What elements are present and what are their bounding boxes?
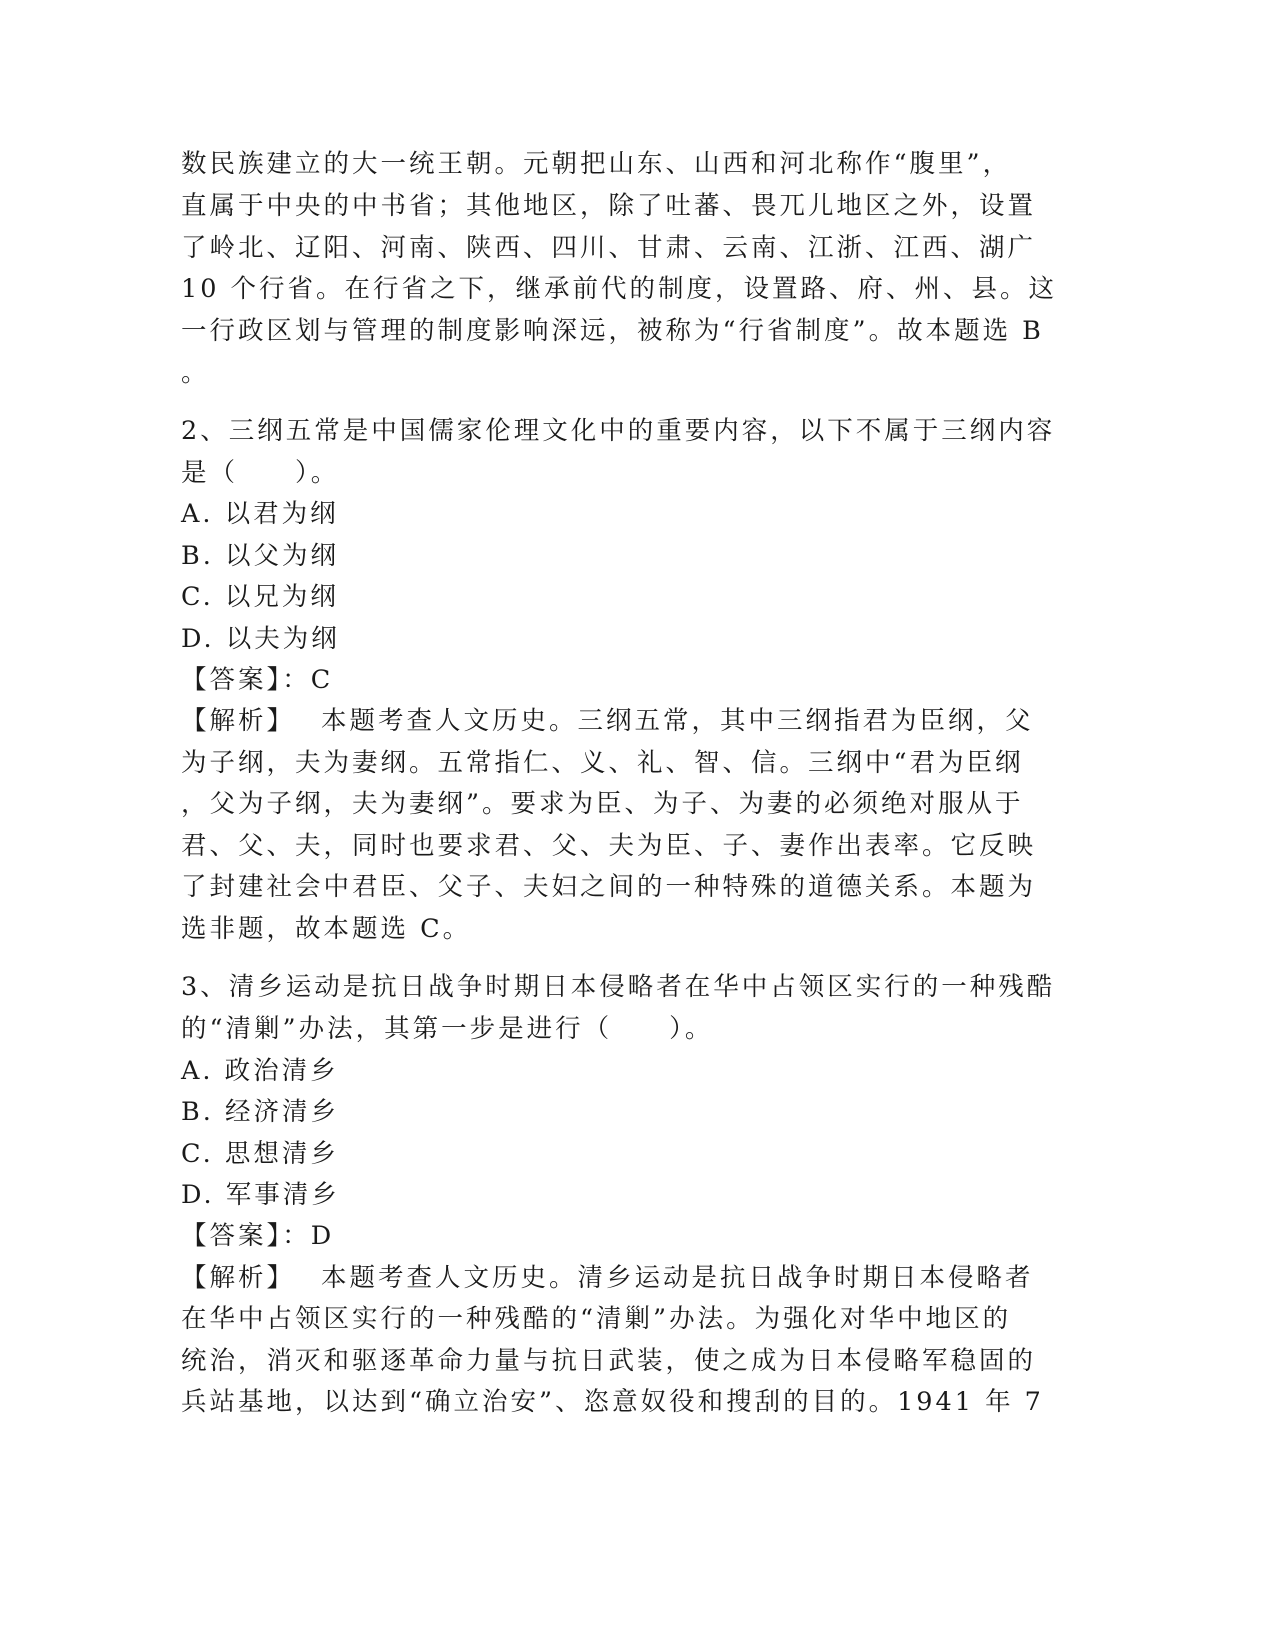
paragraph-line: 一行政区划与管理的制度影响深远，被称为“行省制度”。故本题选 B bbox=[181, 316, 1044, 346]
question-2-answer: 【答案】：C bbox=[181, 665, 334, 695]
question-2-analysis bbox=[181, 700, 1034, 742]
paragraph-line: 数民族建立的大一统王朝。元朝把山东、山西和河北称作“腹里”， bbox=[181, 149, 1012, 179]
question-3-stem: 的“清剿”办法，其第一步是进行（ ）。 bbox=[181, 1014, 714, 1044]
question-2-option-b: B. 以父为纲 bbox=[181, 541, 339, 571]
question-3-analysis bbox=[181, 1257, 1034, 1299]
question-3-stem: 3、清乡运动是抗日战争时期日本侵略者在华中占领区实行的一种残酷 bbox=[181, 972, 1056, 1002]
paragraph-line: 10 个行省。在行省之下，继承前代的制度，设置路、府、州、县。这 bbox=[181, 274, 1058, 304]
analysis-label: 【解析】 bbox=[181, 706, 296, 736]
analysis-label: 【解析】 bbox=[181, 1263, 296, 1293]
paragraph-line: 。 bbox=[181, 358, 210, 388]
paragraph-line: 直属于中央的中书省；其他地区，除了吐蕃、畏兀儿地区之外，设置 bbox=[181, 191, 1037, 221]
question-2-option-d: D. 以夫为纲 bbox=[181, 624, 340, 654]
analysis-line: 选非题，故本题选 C。 bbox=[181, 914, 472, 944]
question-2-stem: 是（ ）。 bbox=[181, 458, 340, 488]
analysis-line: 君、父、夫，同时也要求君、父、夫为臣、子、妻作出表率。它反映 bbox=[181, 831, 1037, 861]
analysis-line: 了封建社会中君臣、父子、夫妇之间的一种特殊的道德关系。本题为 bbox=[181, 872, 1037, 902]
analysis-line: 统治，消灭和驱逐革命力量与抗日武装，使之成为日本侵略军稳固的 bbox=[181, 1346, 1037, 1376]
paragraph-line: 了岭北、辽阳、河南、陕西、四川、甘肃、云南、江浙、江西、湖广 bbox=[181, 233, 1037, 263]
question-2-option-a: A. 以君为纲 bbox=[181, 499, 339, 529]
analysis-line: 在华中占领区实行的一种残酷的“清剿”办法。为强化对华中地区的 bbox=[181, 1304, 1012, 1334]
analysis-line: ，父为子纲，夫为妻纲”。要求为臣、为子、为妻的必须绝对服从于 bbox=[181, 789, 1024, 819]
question-3-option-a: A. 政治清乡 bbox=[181, 1056, 339, 1086]
question-3-option-b: B. 经济清乡 bbox=[181, 1097, 339, 1127]
analysis-line: 为子纲，夫为妻纲。五常指仁、义、礼、智、信。三纲中“君为臣纲 bbox=[181, 748, 1024, 778]
question-3-answer: 【答案】：D bbox=[181, 1221, 335, 1251]
question-3-option-d: D. 军事清乡 bbox=[181, 1180, 340, 1210]
question-2-stem: 2、三纲五常是中国儒家伦理文化中的重要内容，以下不属于三纲内容 bbox=[181, 416, 1056, 446]
analysis-line: 兵站基地，以达到“确立治安”、恣意奴役和搜刮的目的。1941 年 7 bbox=[181, 1387, 1044, 1417]
analysis-text: 本题考查人文历史。清乡运动是抗日战争时期日本侵略者 bbox=[321, 1263, 1034, 1293]
question-3-option-c: C. 思想清乡 bbox=[181, 1139, 339, 1169]
analysis-text: 本题考查人文历史。三纲五常，其中三纲指君为臣纲，父 bbox=[321, 706, 1034, 736]
question-2-option-c: C. 以兄为纲 bbox=[181, 582, 339, 612]
